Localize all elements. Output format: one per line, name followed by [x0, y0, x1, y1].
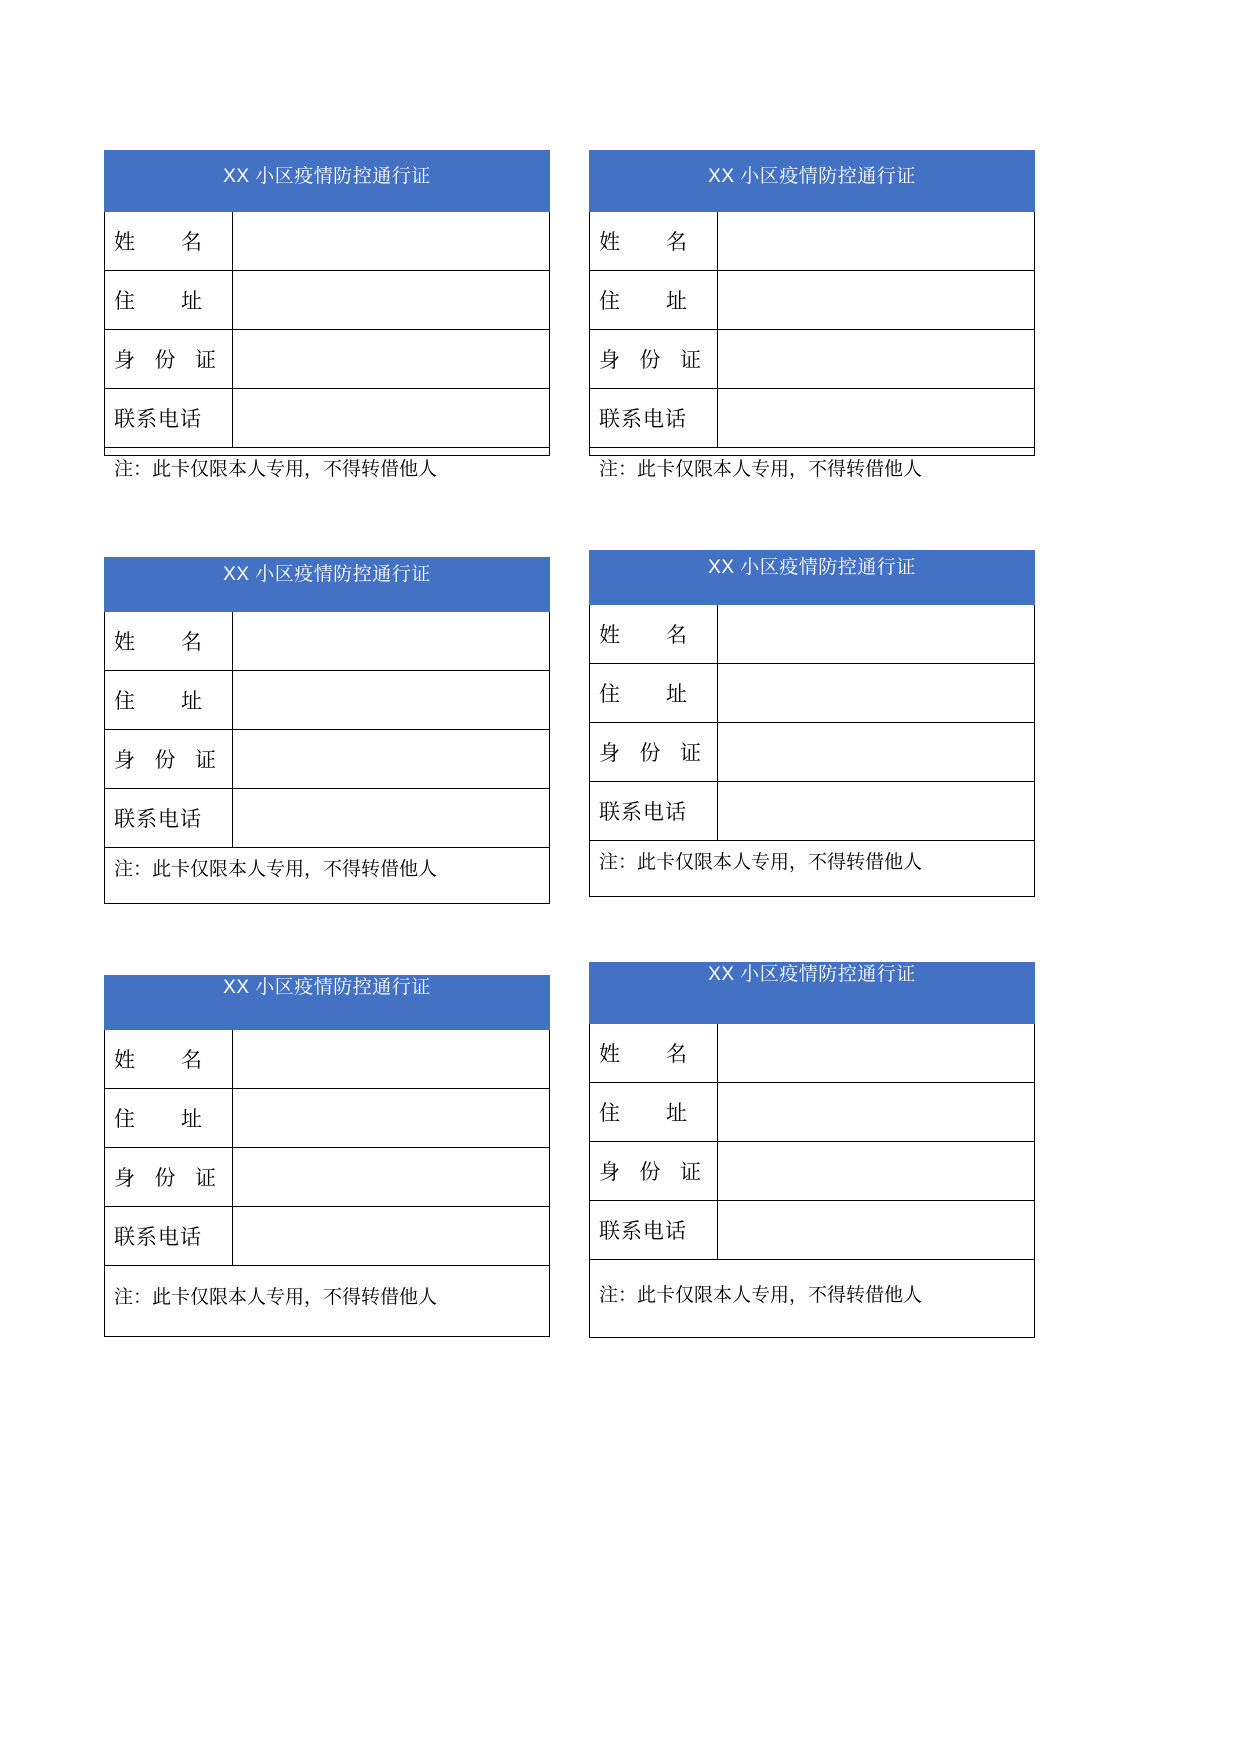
field-label-id [105, 330, 233, 388]
field-label-address [590, 664, 718, 722]
card-note: 注：此卡仅限本人专用，不得转借他人 [114, 1287, 438, 1308]
field-value-phone[interactable] [233, 789, 549, 847]
label-char: 姓 [599, 624, 620, 647]
card-title: XX 小区疫情防控通行证 [104, 557, 550, 612]
table-row [105, 389, 549, 448]
label-char: 住 [114, 290, 135, 313]
label-char: 份 [639, 1161, 661, 1184]
field-value-address[interactable] [718, 271, 1034, 329]
table-row [105, 671, 549, 730]
label-char: 份 [154, 349, 176, 372]
label-char: 姓 [114, 631, 135, 654]
label-char: 址 [666, 1102, 687, 1125]
field-value-phone[interactable] [718, 1201, 1034, 1259]
label-char: 住 [599, 1102, 620, 1125]
label-char: 联系电话 [114, 808, 202, 831]
card-body [104, 1030, 550, 1337]
table-row [590, 664, 1034, 723]
field-label-phone [105, 1207, 233, 1265]
field-value-name[interactable] [718, 605, 1034, 663]
label-char: 证 [680, 742, 701, 765]
pass-card [104, 150, 550, 480]
field-value-name[interactable] [233, 1030, 549, 1088]
label-char: 址 [666, 290, 687, 313]
label-char: 证 [680, 1161, 701, 1184]
field-value-name[interactable] [718, 1024, 1034, 1082]
field-label-phone [590, 782, 718, 840]
label-char: 住 [114, 1108, 135, 1131]
card-title: XX 小区疫情防控通行证 [589, 150, 1035, 212]
card-title: XX 小区疫情防控通行证 [589, 550, 1035, 605]
field-value-phone[interactable] [718, 782, 1034, 840]
card-body [589, 212, 1035, 480]
label-char: 住 [599, 290, 620, 313]
table-row [590, 1201, 1034, 1260]
card-note: 注：此卡仅限本人专用，不得转借他人 [599, 459, 923, 480]
field-label-id [590, 330, 718, 388]
label-char: 联系电话 [599, 408, 687, 431]
field-label-address [105, 671, 233, 729]
label-char: 址 [181, 1108, 202, 1131]
table-row [105, 1089, 549, 1148]
label-char: 联系电话 [114, 1226, 202, 1249]
pass-card [104, 557, 550, 904]
label-char: 址 [666, 683, 687, 706]
table-row [105, 212, 549, 271]
field-label-id [105, 730, 233, 788]
field-label-name [590, 212, 718, 270]
table-row [590, 782, 1034, 841]
label-char: 身 [599, 742, 620, 765]
table-row [590, 1024, 1034, 1083]
field-label-address [590, 1083, 718, 1141]
card-title: XX 小区疫情防控通行证 [104, 150, 550, 212]
card-body [589, 605, 1035, 897]
table-row [590, 605, 1034, 664]
label-char: 份 [639, 742, 661, 765]
label-char: 身 [599, 349, 620, 372]
table-row [105, 730, 549, 789]
field-label-address [105, 271, 233, 329]
field-label-phone [590, 389, 718, 447]
label-char: 姓 [599, 231, 620, 254]
label-char: 名 [666, 231, 687, 254]
card-title: XX 小区疫情防控通行证 [104, 975, 550, 1030]
label-char: 份 [154, 1167, 176, 1190]
field-label-id [105, 1148, 233, 1206]
label-char: 名 [666, 624, 687, 647]
label-char: 身 [114, 749, 135, 772]
label-char: 名 [181, 231, 202, 254]
table-row [590, 723, 1034, 782]
field-value-address[interactable] [718, 1083, 1034, 1141]
field-label-name [590, 1024, 718, 1082]
label-char: 证 [195, 1167, 216, 1190]
field-label-phone [105, 389, 233, 447]
card-note: 注：此卡仅限本人专用，不得转借他人 [599, 852, 923, 873]
label-char: 姓 [114, 1049, 135, 1072]
field-value-id[interactable] [233, 730, 549, 788]
label-char: 联系电话 [599, 1220, 687, 1243]
label-char: 份 [639, 349, 661, 372]
field-value-phone[interactable] [233, 389, 549, 447]
field-value-id[interactable] [233, 330, 549, 388]
table-row [105, 612, 549, 671]
table-row [590, 212, 1034, 271]
label-char: 证 [195, 349, 216, 372]
field-value-id[interactable] [718, 330, 1034, 388]
table-row [105, 271, 549, 330]
field-label-name [590, 605, 718, 663]
field-value-phone[interactable] [233, 1207, 549, 1265]
table-row [105, 1148, 549, 1207]
label-char: 住 [599, 683, 620, 706]
card-note: 注：此卡仅限本人专用，不得转借他人 [599, 1285, 923, 1306]
field-value-phone[interactable] [718, 389, 1034, 447]
label-char: 名 [666, 1043, 687, 1066]
label-char: 住 [114, 690, 135, 713]
field-label-name [105, 1030, 233, 1088]
table-row [105, 1207, 549, 1266]
field-value-address[interactable] [233, 271, 549, 329]
field-value-address[interactable] [718, 664, 1034, 722]
table-row [105, 1030, 549, 1089]
label-char: 联系电话 [599, 801, 687, 824]
field-label-id [590, 1142, 718, 1200]
field-value-id[interactable] [233, 1148, 549, 1206]
table-row [105, 789, 549, 848]
label-char: 址 [181, 290, 202, 313]
field-value-address[interactable] [233, 1089, 549, 1147]
card-note: 注：此卡仅限本人专用，不得转借他人 [114, 459, 438, 480]
label-char: 名 [181, 631, 202, 654]
table-row [105, 330, 549, 389]
label-char: 证 [195, 749, 216, 772]
pass-card [589, 962, 1035, 1338]
table-row [590, 389, 1034, 448]
label-char: 身 [114, 349, 135, 372]
field-value-name[interactable] [233, 612, 549, 670]
label-char: 身 [114, 1167, 135, 1190]
field-value-name[interactable] [718, 212, 1034, 270]
label-char: 姓 [599, 1043, 620, 1066]
pass-card [589, 150, 1035, 480]
field-label-id [590, 723, 718, 781]
label-char: 名 [181, 1049, 202, 1072]
field-value-id[interactable] [718, 723, 1034, 781]
field-value-name[interactable] [233, 212, 549, 270]
label-char: 份 [154, 749, 176, 772]
table-row [590, 330, 1034, 389]
pass-card [104, 975, 550, 1337]
label-char: 姓 [114, 231, 135, 254]
label-char: 联系电话 [114, 408, 202, 431]
field-label-address [105, 1089, 233, 1147]
table-row [590, 1083, 1034, 1142]
card-title: XX 小区疫情防控通行证 [589, 962, 1035, 1024]
label-char: 址 [181, 690, 202, 713]
card-note: 注：此卡仅限本人专用，不得转借他人 [114, 859, 438, 880]
card-body [589, 1024, 1035, 1338]
card-body [104, 612, 550, 904]
field-label-name [105, 612, 233, 670]
card-body [104, 212, 550, 480]
field-label-name [105, 212, 233, 270]
label-char: 证 [680, 349, 701, 372]
field-label-phone [105, 789, 233, 847]
field-value-id[interactable] [718, 1142, 1034, 1200]
field-label-address [590, 271, 718, 329]
label-char: 身 [599, 1161, 620, 1184]
field-value-address[interactable] [233, 671, 549, 729]
pass-card [589, 550, 1035, 897]
table-row [590, 271, 1034, 330]
field-label-phone [590, 1201, 718, 1259]
table-row [590, 1142, 1034, 1201]
